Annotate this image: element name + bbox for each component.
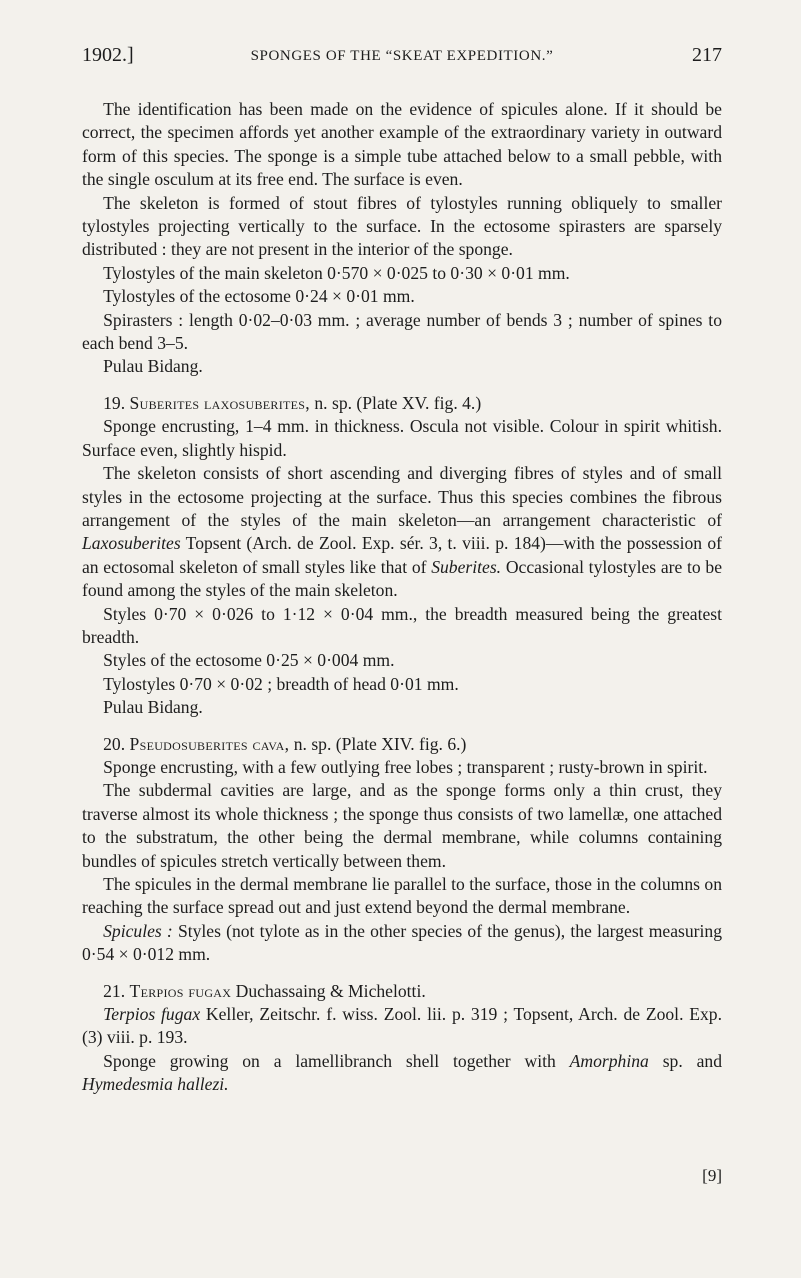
paragraph — [82, 462, 722, 602]
text-run: sp. and — [662, 1050, 722, 1071]
paragraph: Pulau Bidang. — [103, 697, 203, 718]
paragraph — [82, 920, 722, 967]
italic-taxon: Hymedesmia hallezi. — [82, 1074, 229, 1095]
paragraph: The spicules in the dermal membrane lie parallel to the surface, those in the columns on reaching the surface spread out and just extend beyond the dermal membrane. — [82, 874, 722, 918]
paragraph: Styles 0·70 × 0·026 to 1·12 × 0·04 mm., the breadth measured being the greatest breadth. — [82, 603, 722, 647]
text-run: Occasional tylostyles are to be found among the styles of the main skeleton. — [82, 556, 723, 601]
species-name: Pseudosuberites cava, — [129, 733, 290, 754]
paragraph: The skeleton is formed of stout fibres of tylostyles running obliquely to smaller tylostyles projecting vertically to the surface. In the ectosome spirasters are sparsely distributed : they are not present in the interior of the sponge. — [82, 192, 722, 260]
paragraph: Sponge encrusting, 1–4 mm. in thickness. Oscula not visible. Colour in spirit whitish. Surface even, slightly hispid. — [82, 416, 722, 460]
species-heading-rest: n. sp. (Plate XIV. fig. 6.) — [293, 733, 467, 754]
body-text — [82, 98, 722, 1097]
paragraph: Spirasters : length 0·02–0·03 mm. ; average number of bends 3 ; number of spines to each bend 3–5. — [82, 309, 722, 354]
paragraph: Pulau Bidang. — [103, 356, 203, 377]
species-heading-rest: n. sp. (Plate XV. fig. 4.) — [314, 392, 482, 413]
text-run: Topsent (Arch. de Zool. Exp. sér. 3, t. viii. p. 184)—with the possession of an ectosomal skeleton of small styles like that of — [82, 533, 722, 577]
paragraph: Tylostyles of the main skeleton 0·570 × 0·025 to 0·30 × 0·01 mm. — [103, 262, 570, 283]
italic-taxon: Suberites. — [431, 556, 502, 577]
paragraph: Styles of the ectosome 0·25 × 0·004 mm. — [103, 650, 395, 671]
text-run: Styles (not tylote as in the other species of the genus), the largest measuring 0·54 × 0·012 mm. — [82, 920, 722, 965]
species-number: 20. — [103, 733, 126, 754]
text-run: Keller, Zeitschr. f. wiss. Zool. lii. p. 319 ; Topsent, Arch. de Zool. Exp. (3) viii. p. 193. — [82, 1004, 722, 1048]
species-heading-19 — [82, 392, 722, 415]
species-heading-21 — [82, 980, 722, 1003]
header-year: 1902.] — [82, 44, 134, 66]
species-number: 21. — [103, 980, 126, 1001]
species-number: 19. — [103, 392, 126, 413]
signature-mark: [9] — [702, 1166, 722, 1185]
text-run: Sponge growing on a lamellibranch shell together with — [103, 1050, 556, 1071]
italic-taxon: Laxosuberites — [82, 533, 181, 554]
species-name: Terpios fugax — [129, 980, 232, 1001]
italic-taxon: Terpios fugax — [103, 1004, 201, 1025]
paragraph: Tylostyles of the ectosome 0·24 × 0·01 mm. — [103, 286, 415, 307]
paragraph: Sponge encrusting, with a few outlying free lobes ; transparent ; rusty-brown in spirit. — [103, 756, 708, 777]
species-heading-rest: Duchassaing & Michelotti. — [235, 980, 426, 1001]
paragraph — [82, 1050, 722, 1097]
running-header — [82, 44, 722, 80]
text-run: The skeleton consists of short ascending and diverging fibres of styles and of small styles in the ectosome projecting at the surface. Thus this species combines the fibrous arrangement of the styles of the main skeleton—an arrangement characteristic of — [82, 463, 722, 530]
page-number: 217 — [692, 44, 722, 66]
italic-taxon: Amorphina — [569, 1050, 649, 1071]
paragraph: The subdermal cavities are large, and as the sponge forms only a thin crust, they traverse almost its whole thickness ; the sponge thus consists of two lamellæ, one attached to the substratum, the other being the dermal membrane, while columns containing bundles of spicules stretch vertically between them. — [82, 780, 722, 871]
paragraph: The identification has been made on the evidence of spicules alone. If it should be correct, the specimen affords yet another example of the extraordinary variety in outward form of this species. The sponge is a simple tube attached below to a small pebble, with the single osculum at its free end. The surface is even. — [82, 99, 722, 190]
italic-label: Spicules : — [103, 920, 173, 941]
species-name: Suberites laxosuberites, — [129, 392, 310, 413]
species-heading-20 — [82, 733, 722, 756]
paragraph — [82, 1003, 722, 1050]
paragraph: Tylostyles 0·70 × 0·02 ; breadth of head 0·01 mm. — [103, 673, 459, 694]
running-title: SPONGES OF THE “SKEAT EXPEDITION.” — [250, 48, 554, 64]
